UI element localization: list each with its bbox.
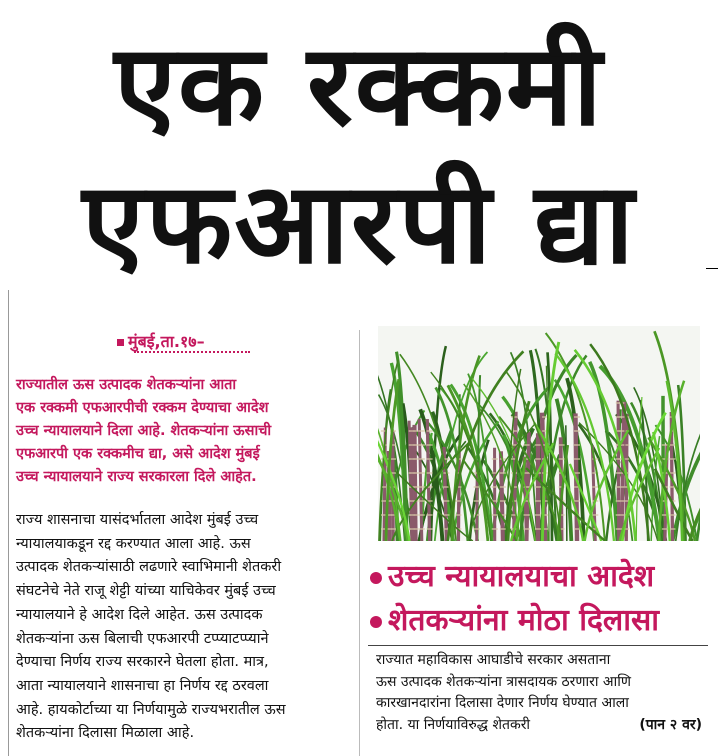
body-line: शेतकऱ्यांना ऊस बिलाची एफआरपी टप्प्याटप्प्याने bbox=[16, 630, 269, 647]
body-line: उत्पादक शेतकऱ्यांसाठी लढणारे स्वाभिमानी शेतकरी bbox=[16, 559, 282, 576]
body-line: न्यायालयाने हे आदेश दिले आहेत. ऊस उत्पादक bbox=[16, 606, 263, 623]
lead-line: एफआरपी एक रक्कमीच द्या, असे आदेश मुंबई bbox=[16, 446, 260, 462]
round-bullet-icon bbox=[370, 572, 382, 584]
subhead-1 bbox=[370, 554, 654, 595]
lead-paragraph bbox=[16, 374, 350, 489]
cane-stalk bbox=[412, 427, 413, 541]
side-line: ऊस उत्पादक शेतकऱ्यांना त्रासदायक ठरणारा आणि bbox=[376, 673, 631, 690]
square-bullet-icon bbox=[117, 339, 124, 346]
headline-line-2: एफआरपी द्या bbox=[82, 159, 636, 289]
box-rule bbox=[368, 645, 708, 646]
sugarcane-field-image bbox=[378, 326, 700, 541]
cane-stalk bbox=[414, 425, 415, 541]
lead-line: उच्च न्यायालयाने राज्य सरकारला दिले आहेत. bbox=[16, 469, 257, 485]
dateline-text: मुंबई,ता.१७– bbox=[128, 332, 205, 351]
body-line: शेतकऱ्यांना दिलासा मिळाला आहे. bbox=[16, 725, 195, 742]
left-border bbox=[8, 290, 9, 756]
subhead-2 bbox=[370, 598, 659, 639]
lead-line: उच्च न्यायालयाने दिला आहे. शेतकऱ्यांना ऊसाची bbox=[16, 423, 272, 439]
lead-line: एक रक्कमी एफआरपीची रक्कम देण्याचा आदेश bbox=[16, 400, 269, 416]
side-paragraph bbox=[376, 650, 706, 736]
subhead-text: उच्च न्यायालयाचा आदेश bbox=[388, 559, 655, 594]
side-line: कारखानदारांना दिलासा देणार निर्णय घेण्यात आला bbox=[376, 695, 629, 711]
body-line: न्यायालयाकडून रद्द करण्यात आला आहे. ऊस bbox=[16, 535, 251, 552]
round-bullet-icon bbox=[370, 616, 382, 628]
side-line-text: होता. या निर्णयाविरुद्ध शेतकरी bbox=[376, 716, 531, 733]
side-line bbox=[376, 715, 706, 737]
continued-on-page-link[interactable]: (पान २ वर) bbox=[639, 716, 702, 733]
body-line: देण्याचा निर्णय राज्य सरकारने घेतला होता. मात्र, bbox=[16, 654, 269, 671]
body-line: आता न्यायालयाने शासनाचा हा निर्णय रद्द ठरवला bbox=[16, 677, 269, 694]
column-rule bbox=[359, 330, 360, 756]
body-paragraph bbox=[16, 509, 350, 746]
subhead-text: शेतकऱ्यांना मोठा दिलासा bbox=[388, 603, 660, 638]
cane-stalk bbox=[618, 401, 619, 541]
lead-line: राज्यातील ऊस उत्पादक शेतकऱ्यांना आता bbox=[16, 377, 237, 393]
sugarcane-photo bbox=[378, 326, 700, 541]
body-line: आहे. हायकोर्टाच्या या निर्णयामुळे राज्यभरातील ऊस bbox=[16, 701, 286, 718]
body-line: संघटनेचे नेते राजू शेट्टी यांच्या याचिकेवर मुंबई उच्च bbox=[16, 583, 276, 600]
dateline bbox=[117, 330, 205, 352]
side-line: राज्यात महाविकास आघाडीचे सरकार असताना bbox=[376, 652, 611, 668]
edge-mark bbox=[706, 268, 718, 269]
body-line: राज्य शासनाचा यासंदर्भातला आदेश मुंबई उच्च bbox=[16, 512, 259, 528]
dotted-separator bbox=[134, 351, 250, 353]
headline-line-1: एक रक्कमी bbox=[114, 21, 604, 151]
